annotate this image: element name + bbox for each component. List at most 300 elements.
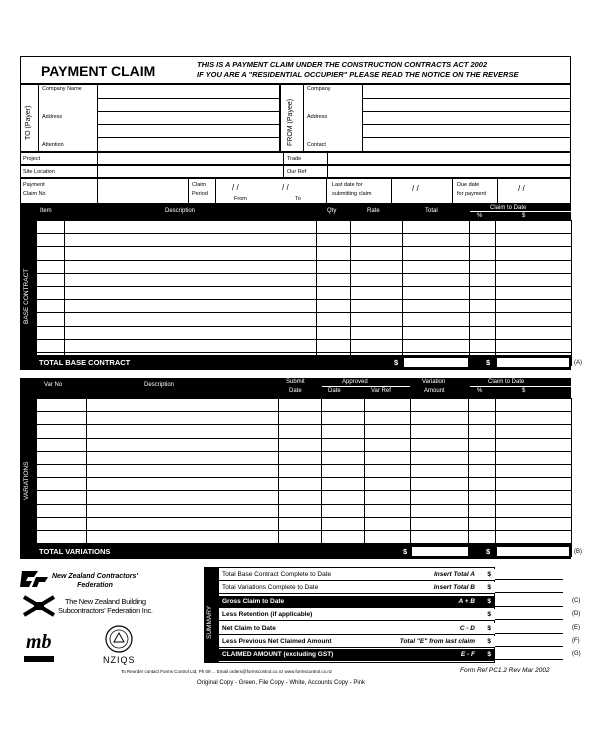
- table-cell[interactable]: [322, 517, 365, 530]
- table-cell[interactable]: [322, 530, 365, 543]
- base-total-field[interactable]: [403, 357, 469, 368]
- table-cell[interactable]: [317, 260, 351, 273]
- last-date-slashes: / /: [412, 184, 419, 193]
- col-pct: %: [477, 213, 483, 219]
- table-cell[interactable]: [317, 273, 351, 286]
- table-cell[interactable]: [37, 399, 87, 412]
- table-cell[interactable]: [365, 504, 411, 517]
- summary-row-label: Net Claim to Date: [222, 624, 276, 632]
- table-cell[interactable]: [37, 464, 87, 477]
- table-cell[interactable]: [317, 234, 351, 247]
- table-cell[interactable]: [37, 260, 65, 273]
- table-row: [37, 260, 572, 273]
- table-cell[interactable]: [279, 491, 322, 504]
- table-cell[interactable]: [403, 260, 470, 273]
- col-submit-1: Submit: [286, 379, 305, 385]
- table-cell[interactable]: [470, 339, 496, 352]
- table-cell[interactable]: [470, 247, 496, 260]
- table-cell[interactable]: [351, 273, 403, 286]
- table-cell[interactable]: [351, 221, 403, 234]
- var-claim-dollar: $: [486, 547, 491, 556]
- table-cell[interactable]: [365, 451, 411, 464]
- table-row: [37, 478, 572, 491]
- table-cell[interactable]: [365, 478, 411, 491]
- from-date-slashes: / /: [232, 183, 239, 192]
- table-cell[interactable]: [496, 286, 572, 299]
- summary-row-field[interactable]: [495, 623, 563, 634]
- col-item: Item: [40, 208, 52, 214]
- nzcf-logo: [20, 569, 50, 594]
- from-contact-field[interactable]: [362, 137, 571, 152]
- table-cell[interactable]: [65, 273, 317, 286]
- var-total-field[interactable]: [411, 546, 469, 557]
- summary-row-label: CLAIMED AMOUNT (excluding GST): [222, 651, 334, 659]
- table-row: [37, 412, 572, 425]
- table-cell[interactable]: [322, 464, 365, 477]
- table-cell[interactable]: [403, 234, 470, 247]
- summary-row-formula: E - F: [460, 651, 475, 659]
- table-row: [37, 438, 572, 451]
- table-cell[interactable]: [37, 273, 65, 286]
- payment-claim-no-label-2: Claim No: [23, 191, 46, 197]
- col-var-description: Description: [144, 382, 175, 388]
- col-approved-date: Date: [328, 388, 341, 394]
- table-row: [37, 221, 572, 234]
- table-cell[interactable]: [317, 286, 351, 299]
- col-rate: Rate: [367, 208, 380, 214]
- table-cell[interactable]: [37, 491, 87, 504]
- table-cell[interactable]: [496, 530, 572, 543]
- table-cell[interactable]: [469, 425, 496, 438]
- table-cell[interactable]: [65, 260, 317, 273]
- claim-divider: [470, 211, 571, 212]
- to-label: To: [295, 196, 301, 202]
- summary-row-dollar: $: [487, 624, 491, 632]
- table-cell[interactable]: [351, 260, 403, 273]
- nzcf-line-2: Federation: [77, 582, 113, 589]
- base-claim-field[interactable]: [496, 357, 570, 368]
- table-cell[interactable]: [87, 451, 279, 464]
- summary-row-field[interactable]: [495, 582, 563, 593]
- table-cell[interactable]: [351, 247, 403, 260]
- nzcf-text: [52, 572, 138, 590]
- table-cell[interactable]: [65, 300, 317, 313]
- table-cell[interactable]: [411, 425, 469, 438]
- table-cell[interactable]: [351, 300, 403, 313]
- table-cell[interactable]: [469, 412, 496, 425]
- table-cell[interactable]: [403, 221, 470, 234]
- table-cell[interactable]: [87, 438, 279, 451]
- table-cell[interactable]: [37, 517, 87, 530]
- col-claim-to-date: Claim to Date: [490, 205, 527, 211]
- base-claim-dollar: $: [486, 358, 491, 367]
- table-cell[interactable]: [470, 300, 496, 313]
- table-cell[interactable]: [279, 530, 322, 543]
- table-cell[interactable]: [470, 234, 496, 247]
- table-cell[interactable]: [322, 504, 365, 517]
- summary-row-letter: (D): [572, 611, 581, 618]
- table-cell[interactable]: [365, 438, 411, 451]
- table-cell[interactable]: [279, 478, 322, 491]
- table-cell[interactable]: [496, 425, 572, 438]
- table-cell[interactable]: [279, 517, 322, 530]
- variations-total-label: TOTAL VARIATIONS: [39, 547, 111, 556]
- table-cell[interactable]: [322, 425, 365, 438]
- table-cell[interactable]: [470, 313, 496, 326]
- col-dollar: $: [522, 213, 526, 219]
- summary-row-formula: Insert Total A: [433, 571, 475, 578]
- table-cell[interactable]: [470, 260, 496, 273]
- summary-row: [219, 623, 495, 635]
- table-cell[interactable]: [403, 300, 470, 313]
- nzbsf-line-1: The New Zealand Building: [64, 597, 146, 606]
- table-cell[interactable]: [279, 412, 322, 425]
- summary-row-letter: (F): [572, 638, 580, 644]
- table-cell[interactable]: [65, 234, 317, 247]
- table-cell[interactable]: [317, 326, 351, 339]
- table-cell[interactable]: [470, 326, 496, 339]
- table-cell[interactable]: [469, 399, 496, 412]
- summary-row-formula: A + B: [458, 597, 475, 605]
- table-cell[interactable]: [351, 313, 403, 326]
- table-cell[interactable]: [411, 412, 469, 425]
- table-cell[interactable]: [411, 517, 469, 530]
- col-qty: Qty: [327, 208, 337, 214]
- table-cell[interactable]: [322, 478, 365, 491]
- table-cell[interactable]: [279, 464, 322, 477]
- summary-row-dollar: $: [487, 571, 491, 578]
- summary-row-label: Gross Claim to Date: [222, 597, 285, 605]
- table-cell[interactable]: [87, 399, 279, 412]
- to-attention-label: Attention: [42, 142, 64, 148]
- table-cell[interactable]: [65, 339, 317, 352]
- table-cell[interactable]: [37, 438, 87, 451]
- table-row: [37, 464, 572, 477]
- table-cell[interactable]: [411, 478, 469, 491]
- claim-period-label-2: Period: [192, 191, 208, 197]
- summary-row-letter: (G): [572, 651, 581, 658]
- table-cell[interactable]: [87, 530, 279, 543]
- table-cell[interactable]: [322, 412, 365, 425]
- table-cell[interactable]: [496, 399, 572, 412]
- table-cell[interactable]: [37, 300, 65, 313]
- summary-row-field[interactable]: [495, 636, 563, 647]
- payment-claim-no-label-1: Payment: [23, 182, 45, 188]
- table-cell[interactable]: [317, 247, 351, 260]
- table-row: [37, 300, 572, 313]
- table-cell[interactable]: [87, 478, 279, 491]
- table-cell[interactable]: [37, 530, 87, 543]
- mb-logo: [22, 626, 56, 669]
- table-cell[interactable]: [496, 478, 572, 491]
- table-cell[interactable]: [87, 412, 279, 425]
- table-cell[interactable]: [351, 326, 403, 339]
- table-cell[interactable]: [496, 234, 572, 247]
- base-total-label: TOTAL BASE CONTRACT: [39, 358, 131, 367]
- table-row: [37, 517, 572, 530]
- project-field[interactable]: [97, 152, 284, 165]
- summary-row-letter: (E): [572, 624, 580, 631]
- to-date-slashes: / /: [282, 183, 289, 192]
- table-row: [37, 504, 572, 517]
- table-cell[interactable]: [317, 339, 351, 352]
- table-row: [37, 530, 572, 543]
- summary-row: [219, 596, 495, 608]
- table-cell[interactable]: [470, 286, 496, 299]
- table-cell[interactable]: [37, 286, 65, 299]
- table-cell[interactable]: [87, 464, 279, 477]
- table-cell[interactable]: [365, 425, 411, 438]
- summary-row-formula: Insert Total B: [433, 584, 475, 592]
- table-cell[interactable]: [469, 451, 496, 464]
- table-row: [37, 399, 572, 412]
- summary-row: [219, 609, 495, 621]
- table-cell[interactable]: [317, 221, 351, 234]
- summary-row: [219, 582, 495, 594]
- due-date-field[interactable]: [497, 178, 571, 204]
- table-row: [37, 234, 572, 247]
- to-company-name-field[interactable]: [97, 84, 280, 99]
- table-cell[interactable]: [365, 517, 411, 530]
- table-cell[interactable]: [411, 438, 469, 451]
- table-cell[interactable]: [469, 478, 496, 491]
- from-address-field-2[interactable]: [362, 111, 571, 125]
- table-cell[interactable]: [411, 491, 469, 504]
- table-cell[interactable]: [411, 451, 469, 464]
- table-cell[interactable]: [317, 300, 351, 313]
- table-cell[interactable]: [411, 504, 469, 517]
- summary-row-field[interactable]: [495, 596, 563, 607]
- table-cell[interactable]: [470, 273, 496, 286]
- summary-row-dollar: $: [487, 584, 491, 592]
- table-cell[interactable]: [87, 517, 279, 530]
- copies-note: Original Copy - Green, File Copy - White, Accounts Copy - Pink: [197, 680, 366, 686]
- col-var-dollar: $: [522, 388, 526, 394]
- trade-label: Trade: [287, 156, 302, 162]
- payment-claim-no-field[interactable]: [97, 178, 189, 204]
- table-row: [37, 425, 572, 438]
- due-date-slashes: / /: [518, 184, 525, 193]
- col-total: Total: [425, 208, 438, 214]
- summary-row-formula: Total "E" from last claim: [399, 638, 475, 645]
- claim-period-label-1: Claim: [192, 182, 207, 188]
- table-cell[interactable]: [496, 464, 572, 477]
- site-location-field[interactable]: [97, 165, 284, 178]
- summary-row-letter: (C): [572, 597, 581, 604]
- table-cell[interactable]: [351, 286, 403, 299]
- table-cell[interactable]: [365, 491, 411, 504]
- table-cell[interactable]: [37, 234, 65, 247]
- table-cell[interactable]: [403, 313, 470, 326]
- table-cell[interactable]: [322, 399, 365, 412]
- table-cell[interactable]: [469, 517, 496, 530]
- summary-row: [219, 636, 495, 648]
- table-cell[interactable]: [322, 491, 365, 504]
- col-var-no: Var No: [44, 382, 63, 388]
- table-cell[interactable]: [279, 438, 322, 451]
- table-row: [37, 247, 572, 260]
- table-cell[interactable]: [37, 221, 65, 234]
- to-attention-field[interactable]: [97, 137, 280, 152]
- col-approved-varref: Var Ref: [371, 388, 391, 394]
- table-cell[interactable]: [37, 504, 87, 517]
- table-cell[interactable]: [411, 464, 469, 477]
- base-contract-header-bar: [20, 204, 571, 220]
- table-cell[interactable]: [469, 438, 496, 451]
- table-cell[interactable]: [496, 313, 572, 326]
- to-company-name-label: Company Name: [42, 86, 82, 92]
- mb-logo-icon: [22, 626, 56, 664]
- nzcf-line-1: New Zealand Contractors': [52, 573, 139, 580]
- table-cell[interactable]: [403, 286, 470, 299]
- our-ref-field[interactable]: [327, 165, 571, 178]
- table-cell[interactable]: [322, 451, 365, 464]
- site-location-label: Site Location: [23, 169, 55, 175]
- project-label: Project: [23, 156, 41, 162]
- table-cell[interactable]: [37, 247, 65, 260]
- table-row: [37, 339, 572, 352]
- summary-row-label: Less Previous Net Claimed Amount: [222, 638, 332, 645]
- table-cell[interactable]: [411, 399, 469, 412]
- table-cell[interactable]: [37, 412, 87, 425]
- table-cell[interactable]: [37, 339, 65, 352]
- table-cell[interactable]: [496, 326, 572, 339]
- table-row: [37, 326, 572, 339]
- table-cell[interactable]: [87, 491, 279, 504]
- table-cell[interactable]: [411, 530, 469, 543]
- last-date-field[interactable]: [391, 178, 453, 204]
- table-row: [37, 451, 572, 464]
- table-cell[interactable]: [496, 491, 572, 504]
- table-cell[interactable]: [279, 399, 322, 412]
- nzbsf-text: [58, 597, 153, 615]
- table-cell[interactable]: [65, 221, 317, 234]
- table-cell[interactable]: [496, 247, 572, 260]
- nzbsf-line-2: Subcontractors' Federation Inc.: [58, 606, 153, 615]
- table-cell[interactable]: [37, 313, 65, 326]
- table-cell[interactable]: [469, 464, 496, 477]
- table-cell[interactable]: [496, 221, 572, 234]
- summary-row-dollar: $: [487, 651, 491, 659]
- table-cell[interactable]: [37, 326, 65, 339]
- nziqs-seal-icon: [104, 624, 134, 654]
- table-cell[interactable]: [365, 464, 411, 477]
- table-cell[interactable]: [470, 221, 496, 234]
- from-address-field-1[interactable]: [362, 98, 571, 112]
- table-cell[interactable]: [496, 339, 572, 352]
- col-var-claim-to-date: Claim to Date: [488, 379, 525, 385]
- table-cell[interactable]: [365, 530, 411, 543]
- table-cell[interactable]: [469, 504, 496, 517]
- to-address-field-2[interactable]: [97, 111, 280, 125]
- table-cell[interactable]: [469, 530, 496, 543]
- form-ref: Form Ref PC1.2 Rev Mar 2002: [460, 667, 550, 674]
- to-address-field-3[interactable]: [97, 124, 280, 138]
- from-company-label: Company: [307, 86, 331, 92]
- reorder-note: To Reorder contact Forms Control Ltd, Ph 09 ... Email orders@formscontrol.co.nz www.formscontrol.co.nz: [121, 669, 333, 674]
- table-row: [37, 273, 572, 286]
- table-cell[interactable]: [317, 313, 351, 326]
- from-payee-label: FROM (Payee): [287, 98, 294, 146]
- to-address-field-1[interactable]: [97, 98, 280, 112]
- nzbsf-logo-icon: [22, 595, 56, 617]
- base-contract-table[interactable]: [36, 220, 572, 366]
- nzcf-logo-icon: [20, 569, 50, 589]
- table-cell[interactable]: [279, 451, 322, 464]
- title-box: [20, 56, 571, 84]
- table-cell[interactable]: [403, 273, 470, 286]
- table-cell[interactable]: [322, 438, 365, 451]
- table-cell[interactable]: [65, 286, 317, 299]
- table-cell[interactable]: [496, 412, 572, 425]
- table-cell[interactable]: [87, 504, 279, 517]
- table-cell[interactable]: [279, 504, 322, 517]
- table-cell[interactable]: [65, 326, 317, 339]
- due-date-label-1: Due date: [457, 182, 480, 188]
- table-cell[interactable]: [351, 234, 403, 247]
- var-claim-field[interactable]: [496, 546, 570, 557]
- table-cell[interactable]: [403, 247, 470, 260]
- summary-row-field[interactable]: [495, 609, 563, 620]
- approved-divider: [322, 386, 410, 387]
- table-cell[interactable]: [403, 326, 470, 339]
- nziqs-seal: [104, 624, 134, 659]
- summary-row: [219, 569, 495, 581]
- summary-row-label: Total Base Contract Complete to Date: [222, 571, 332, 578]
- col-description: Description: [165, 208, 196, 214]
- table-cell[interactable]: [496, 451, 572, 464]
- table-cell[interactable]: [37, 425, 87, 438]
- summary-row-field[interactable]: [495, 649, 563, 660]
- table-cell[interactable]: [365, 412, 411, 425]
- table-cell[interactable]: [351, 339, 403, 352]
- summary-row-dollar: $: [487, 611, 491, 619]
- summary-row-dollar: $: [487, 638, 491, 645]
- table-cell[interactable]: [496, 504, 572, 517]
- table-cell[interactable]: [496, 300, 572, 313]
- last-date-label-2: submitting claim: [332, 191, 372, 197]
- table-cell[interactable]: [403, 339, 470, 352]
- summary-row-field[interactable]: [495, 569, 563, 580]
- from-address-field-3[interactable]: [362, 124, 571, 138]
- table-cell[interactable]: [365, 399, 411, 412]
- col-variation-1: Variation: [422, 379, 446, 385]
- summary-row-formula: C - D: [459, 624, 475, 632]
- var-claim-divider: [470, 386, 571, 387]
- summary-row-label: Less Retention (if applicable): [222, 611, 313, 619]
- from-contact-label: Contact: [307, 142, 326, 148]
- to-payer-label: TO (Payer): [25, 105, 32, 140]
- table-cell[interactable]: [65, 247, 317, 260]
- col-approved: Approved: [342, 379, 368, 385]
- variations-table[interactable]: [36, 398, 572, 557]
- table-cell[interactable]: [469, 491, 496, 504]
- table-cell[interactable]: [87, 425, 279, 438]
- base-contract-side-label: BASE CONTRACT: [23, 268, 30, 324]
- table-cell[interactable]: [37, 478, 87, 491]
- table-cell[interactable]: [496, 517, 572, 530]
- table-cell[interactable]: [496, 260, 572, 273]
- table-cell[interactable]: [496, 438, 572, 451]
- summary-row-dollar: $: [487, 597, 491, 605]
- to-address-label: Address: [42, 114, 63, 120]
- table-cell[interactable]: [279, 425, 322, 438]
- trade-field[interactable]: [327, 152, 571, 165]
- table-cell[interactable]: [496, 273, 572, 286]
- table-cell[interactable]: [37, 451, 87, 464]
- from-company-field[interactable]: [362, 84, 571, 99]
- table-cell[interactable]: [65, 313, 317, 326]
